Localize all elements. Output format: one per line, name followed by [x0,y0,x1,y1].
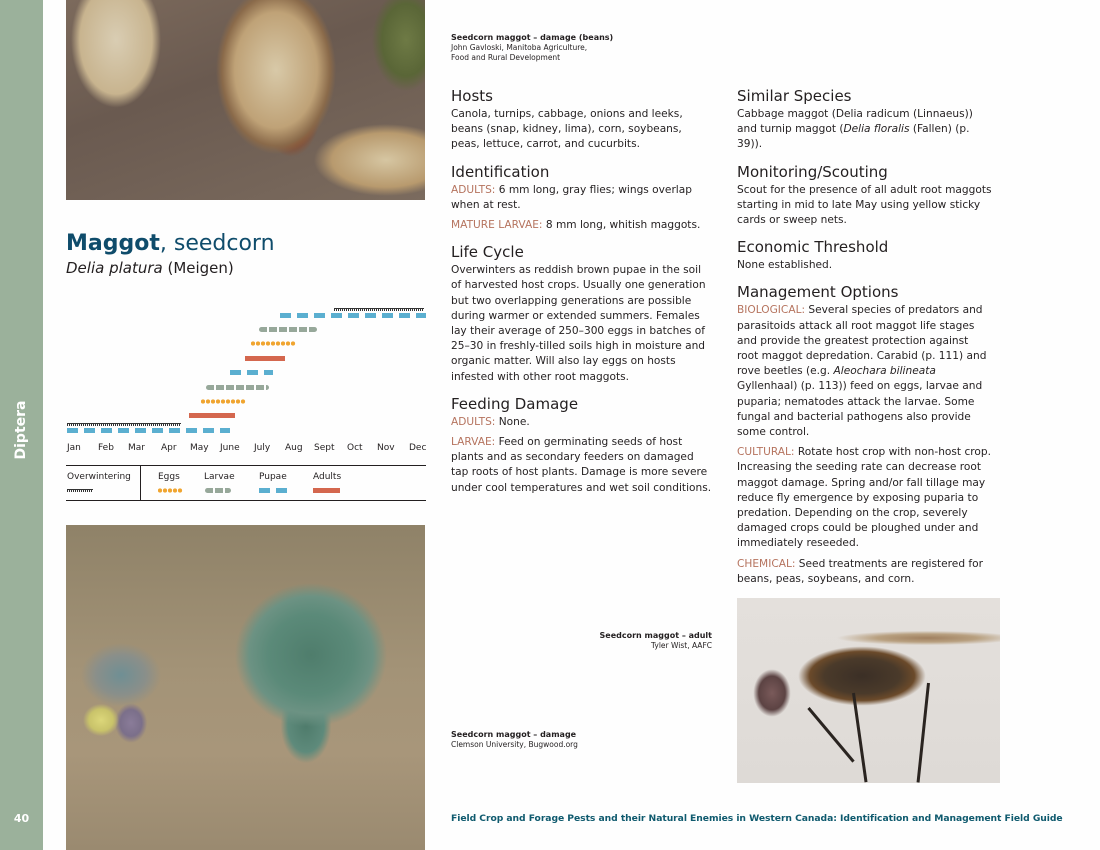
month-dec: Dec [409,443,427,453]
feeding-larvae-text: Feed on germinating seeds of host plants and as secondary feeders on damaged tap roots of host plants. Damage is more severe under cool temperatures and wet soil conditions. [451,436,712,494]
caption-adult-title: Seedcorn maggot – adult [599,631,712,640]
section-label-text: Diptera [13,400,29,460]
pupae-bar-fall [280,313,426,318]
legend-overwintering-label: Overwintering [67,472,131,482]
legend-pupae-swatch [259,488,287,493]
month-may: May [190,443,209,453]
legend-top-rule [66,465,426,466]
title-block [66,230,275,278]
photo-cabbage-damage [66,525,425,850]
overwintering-bar-fall [334,308,424,311]
feeding-adults [451,415,713,430]
caption-beans-credit-2: Food and Rural Development [451,53,561,62]
chemical-text: Seed treatments are registered for beans, peas, soybeans, and corn. [737,557,983,585]
biological-text-a: Several species of predators and parasitoids attack all root maggot life stages and provide the greatest protection against root maggot depredation. Carabid (p. 111) and rove beetles (e.g. [737,304,987,378]
heading-similar-species: Similar Species [737,87,852,105]
larvae-bar-gen2 [259,327,317,332]
label-biological: BIOLOGICAL: [737,304,806,317]
label-adults-feeding: ADULTS: [451,415,496,428]
threshold-text: None established. [737,259,833,272]
caption-adult-credit: Tyler Wist, AAFC [651,641,712,650]
month-apr: Apr [161,443,177,453]
heading-identification: Identification [451,162,550,181]
life-cycle-chart [66,300,426,505]
caption-damage-title: Seedcorn maggot – damage [451,730,577,739]
month-oct: Oct [347,443,363,453]
adults-bar-gen1 [189,413,235,418]
scientific-author: (Meigen) [162,259,234,277]
scientific-name [66,258,275,278]
biological-italic: Aleochara bilineata [833,365,936,378]
page-number: 40 [13,812,30,825]
pupae-bar-spring [67,428,230,433]
pupae-bar-gen2 [230,370,273,375]
scientific-name-italic: Delia platura [66,259,163,277]
identification-adults-text: 6 mm long, gray flies; wings overlap when at rest. [451,183,692,211]
photo-bean-damage [66,0,425,200]
page-title [66,230,275,258]
identification-adults [451,183,713,213]
legend-adults-label: Adults [313,472,342,482]
similar-species-text [737,107,992,153]
title-rest: , seedcorn [159,231,275,256]
month-mar: Mar [128,443,145,453]
fly-leg [852,693,867,783]
month-aug: Aug [285,443,303,453]
legend-adults-swatch [313,488,340,493]
life-cycle-text: Overwinters as reddish brown pupae in the soil of harvested host crops. Usually one generation but two overlapping generations are possible during warmer or extended summers. Females lay their average of 250–300 eggs in batches of 25–30 in freshly-tilled soils high in moisture and organic matter. Will also lay eggs on hosts infested with other root maggots. [451,264,706,383]
heading-life-cycle: Life Cycle [451,243,524,262]
label-chemical: CHEMICAL: [737,557,796,570]
legend-eggs-label: Eggs [158,472,180,482]
footer-guide-title: Field Crop and Forage Pests and their Natural Enemies in Western Canada: Identification and Management Field Guide [451,813,1063,824]
management-biological [737,303,992,440]
heading-management: Management Options [737,283,899,302]
legend-eggs-swatch [158,488,183,493]
identification-larvae-text: 8 mm long, whitish maggots. [542,219,701,232]
month-june: June [220,443,240,453]
similar-species-italic: Delia floralis [843,123,910,136]
feeding-larvae [451,435,713,496]
label-adults: ADULTS: [451,183,496,196]
section-label [6,395,36,465]
legend-larvae-swatch [205,488,231,493]
larvae-bar-gen1 [206,385,269,390]
heading-monitoring: Monitoring/Scouting [737,162,888,181]
identification-larvae [451,218,713,233]
legend-bottom-rule [66,500,426,501]
heading-hosts: Hosts [451,87,493,105]
photo-adult-fly [737,598,1000,783]
legend-divider [140,465,141,500]
overwintering-bar-spring [67,423,181,426]
label-cultural: CULTURAL: [737,446,795,459]
fly-leg [807,707,854,763]
biological-text-b: Gyllenhaal) (p. 113)) feed on eggs, larvae and puparia; nematodes attack the larvae. Some fungal and bacterial pathogens also provide some control. [737,380,983,439]
legend-larvae-label: Larvae [204,472,235,482]
label-larvae-feeding: LARVAE: [451,436,496,449]
eggs-bar-gen2 [251,341,296,346]
heading-feeding-damage: Feeding Damage [451,394,579,413]
adults-bar-gen2 [245,356,285,361]
similar-species-text-b: (Fallen) (p. 39)). [737,123,970,151]
caption-adult [560,631,712,651]
month-feb: Feb [98,443,114,453]
legend-overwintering-swatch [67,489,93,492]
hosts-text: Canola, turnips, cabbage, onions and leeks, beans (snap, kidney, lima), corn, soybeans, peas, lettuce, carrot, and cucurbits. [451,108,683,151]
label-mature-larvae: MATURE LARVAE: [451,219,543,232]
caption-damage-credit: Clemson University, Bugwood.org [451,740,578,749]
management-chemical [737,557,992,587]
feeding-adults-text: None. [495,415,530,428]
caption-damage [451,730,578,750]
legend-pupae-label: Pupae [259,472,287,482]
monitoring-text: Scout for the presence of all adult root maggots starting in mid to late May using yellow sticky cards or sweep nets. [737,183,992,227]
fly-leg [917,683,930,783]
text-column-left [451,86,713,501]
title-bold: Maggot [66,231,160,256]
caption-beans-credit-1: John Gavloski, Manitoba Agriculture, [451,43,588,52]
similar-species-text-a: Cabbage maggot (Delia radicum (Linnaeus)) and turnip maggot ( [737,108,973,136]
month-nov: Nov [377,443,395,453]
caption-beans [451,33,613,63]
cultural-text: Rotate host crop with non-host crop. Increasing the seeding rate can decrease root maggot damage. Spring and/or fall tillage may reduce fly emergence by exposing puparia to predation. Depending on the crop, severely damaged crops could be ploughed under and immediately reseeded. [737,446,991,550]
eggs-bar-gen1 [201,399,246,404]
month-sept: Sept [314,443,335,453]
heading-economic-threshold: Economic Threshold [737,238,889,257]
management-cultural [737,445,992,551]
month-jan: Jan [67,443,81,453]
caption-beans-title: Seedcorn maggot – damage (beans) [451,33,614,42]
text-column-right [737,86,992,592]
month-july: July [254,443,271,453]
